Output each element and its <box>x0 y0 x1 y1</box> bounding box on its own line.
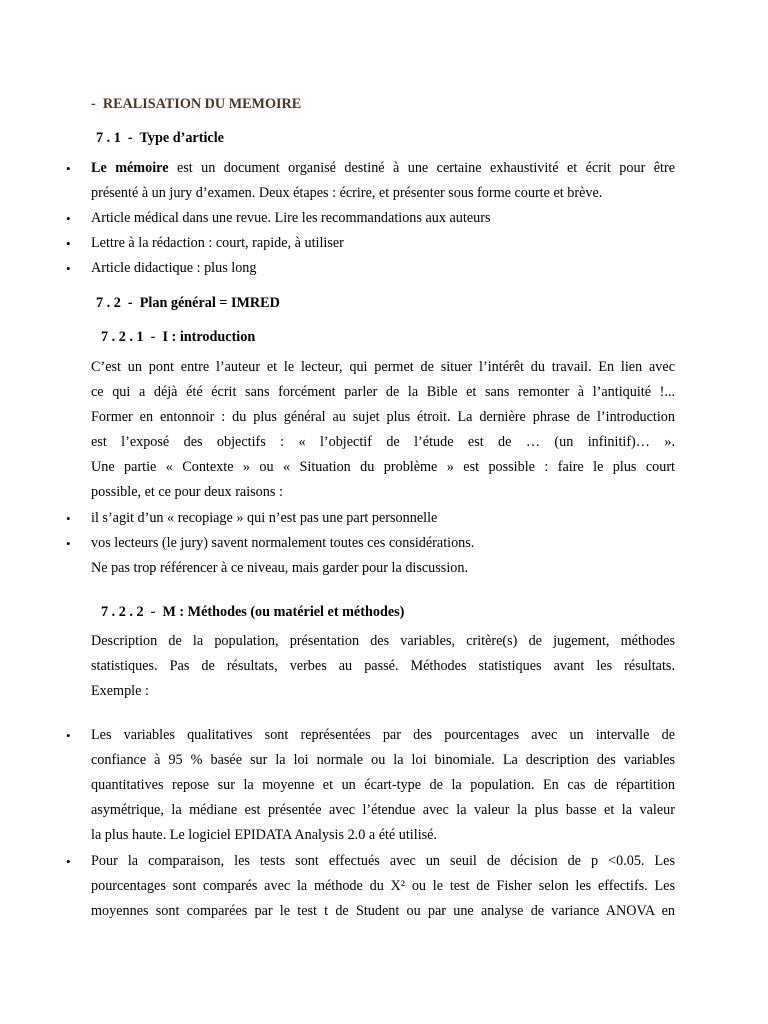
methods-bullet-2-line-3: moyennes sont comparées par le test t de Student ou par une analyse de variance ANOVA en <box>91 903 675 919</box>
heading-7-1: 7 . 1 - Type d’article <box>96 130 224 146</box>
methods-bullet-1-line-3: quantitatives repose sur la moyenne et un écart-type de la population. En cas de répartition <box>91 777 675 793</box>
section-title-dash: - <box>91 96 96 112</box>
methods-line-1: Description de la population, présentation des variables, critère(s) de jugement, méthodes <box>91 633 675 649</box>
methods-line-3: Exemple : <box>91 683 149 699</box>
intro-line-3: Former en entonnoir : du plus général au sujet plus étroit. La dernière phrase de l’introduction <box>91 409 675 425</box>
intro-line-2: ce qui a déjà été écrit sans forcément parler de la Bible et sans remonter à l’antiquité !... <box>91 384 675 400</box>
bullet-marker: • <box>66 536 71 551</box>
bold-term: Le mémoire <box>91 160 169 176</box>
bullet-marker: • <box>66 728 71 743</box>
bullet-lettre-redaction: Lettre à la rédaction : court, rapide, à utiliser <box>91 235 344 251</box>
bullet-marker: • <box>66 511 71 526</box>
methods-bullet-2-line-1: Pour la comparaison, les tests sont effectués avec un seuil de décision de p <0.05. Les <box>91 853 675 869</box>
methods-bullet-1-line-4: asymétrique, la médiane est présentée avec l’étendue avec la valeur la plus basse et la valeur <box>91 802 675 818</box>
heading-7-2-2: 7 . 2 . 2 - M : Méthodes (ou matériel et méthodes) <box>101 604 405 620</box>
bullet-memoire-line-1 <box>91 156 675 181</box>
intro-closing: Ne pas trop référencer à ce niveau, mais garder pour la discussion. <box>91 560 468 576</box>
intro-line-4: est l’exposé des objectifs : « l’objectif de l’étude est de … (un infinitif)… ». <box>91 434 675 450</box>
section-title-text: REALISATION DU MEMOIRE <box>102 96 302 112</box>
bullet-marker: • <box>66 854 71 869</box>
bullet-marker: • <box>66 236 71 251</box>
methods-bullet-1-line-1: Les variables qualitatives sont représentées par des pourcentages avec un intervalle de <box>91 727 675 743</box>
bullet-marker: • <box>66 211 71 226</box>
methods-bullet-2-line-2: pourcentages sont comparés avec la méthode du X² ou le test de Fisher selon les effectifs. Les <box>91 878 675 894</box>
bullet-article-didactique: Article didactique : plus long <box>91 260 257 276</box>
bullet-memoire-text: est un document organisé destiné à une certaine exhaustivité et écrit pour être <box>176 160 675 176</box>
bullet-lecteurs: vos lecteurs (le jury) savent normalement toutes ces considérations. <box>91 535 475 551</box>
bullet-recopiage: il s’agit d’un « recopiage » qui n’est pas une part personnelle <box>91 510 438 526</box>
intro-line-5: Une partie « Contexte » ou « Situation du problème » est possible : faire le plus court <box>91 459 675 475</box>
methods-bullet-1-line-2: confiance à 95 % basée sur la loi normale ou la loi binomiale. La description des variables <box>91 752 675 768</box>
bullet-marker: • <box>66 161 71 176</box>
heading-7-2: 7 . 2 - Plan général = IMRED <box>96 295 280 311</box>
bullet-marker: • <box>66 261 71 276</box>
section-title <box>91 94 301 114</box>
heading-7-2-1: 7 . 2 . 1 - I : introduction <box>101 329 256 345</box>
methods-bullet-1-line-5: la plus haute. Le logiciel EPIDATA Analysis 2.0 a été utilisé. <box>91 827 437 843</box>
intro-line-6: possible, et ce pour deux raisons : <box>91 484 283 500</box>
bullet-article-medical: Article médical dans une revue. Lire les recommandations aux auteurs <box>91 210 491 226</box>
intro-line-1: C’est un pont entre l’auteur et le lecteur, qui permet de situer l’intérêt du travail. En lien avec <box>91 359 675 375</box>
bullet-memoire-line-2: présenté à un jury d’examen. Deux étapes : écrire, et présenter sous forme courte et brève. <box>91 185 603 201</box>
methods-line-2: statistiques. Pas de résultats, verbes au passé. Méthodes statistiques avant les résultats. <box>91 658 675 674</box>
